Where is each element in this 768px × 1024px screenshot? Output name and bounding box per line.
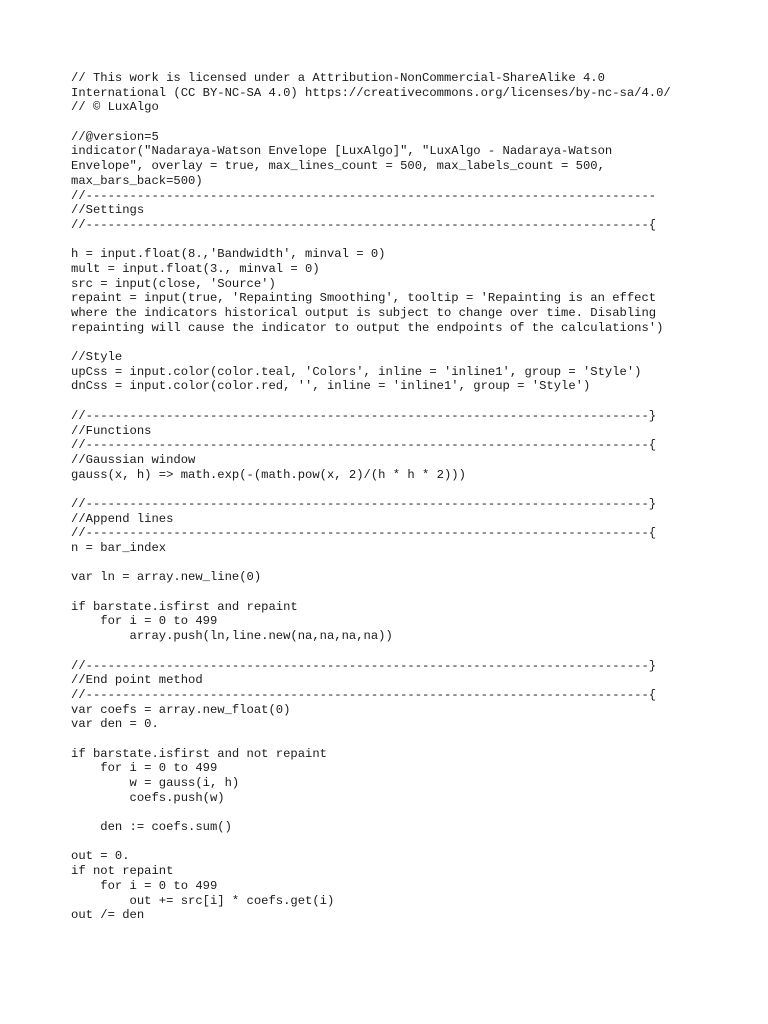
code-line: gauss(x, h) => math.exp(-(math.pow(x, 2)/(h * h * 2))) (71, 467, 466, 482)
code-line: //-----------------------------------------------------------------------------{ (71, 217, 657, 232)
code-line: coefs.push(w) (71, 790, 225, 805)
code-line: indicator("Nadaraya-Watson Envelope [LuxAlgo]", "LuxAlgo - Nadaraya-Watson (71, 144, 613, 159)
code-line: //-----------------------------------------------------------------------------} (71, 408, 657, 423)
code-line: repainting will cause the indicator to output the endpoints of the calculations') (71, 320, 664, 335)
code-line: for i = 0 to 499 (71, 878, 218, 893)
code-line: array.push(ln,line.new(na,na,na,na)) (71, 629, 393, 644)
code-line: //-----------------------------------------------------------------------------{ (71, 526, 657, 541)
code-line (71, 644, 711, 659)
code-line: out += src[i] * coefs.get(i) (71, 893, 335, 908)
code-line: out = 0. (71, 849, 130, 864)
code-line (71, 732, 711, 747)
code-line: //------------------------------------------------------------------------------ (71, 188, 657, 203)
code-line: //-----------------------------------------------------------------------------{ (71, 687, 657, 702)
code-line: // This work is licensed under a Attribution-NonCommercial-ShareAlike 4.0 (71, 71, 605, 85)
code-line: //Append lines (71, 511, 174, 526)
code-line: n = bar_index (71, 541, 167, 555)
code-line: dnCss = input.color(color.red, '', inline = 'inline1', group = 'Style') (71, 379, 591, 394)
code-line: den := coefs.sum() (71, 820, 232, 835)
code-document (71, 71, 711, 923)
code-line (71, 335, 711, 350)
code-line: w = gauss(i, h) (71, 776, 240, 790)
code-line: //End point method (71, 673, 203, 688)
code-line: //Style (71, 350, 123, 365)
code-line: max_bars_back=500) (71, 173, 203, 188)
code-line: //Functions (71, 423, 152, 438)
code-line (71, 115, 711, 130)
code-line: src = input(close, 'Source') (71, 276, 276, 291)
code-line: where the indicators historical output is subject to change over time. Disabling (71, 306, 657, 320)
code-line: h = input.float(8.,'Bandwidth', minval = 0) (71, 247, 386, 262)
code-line: if not repaint (71, 864, 174, 879)
code-line (71, 394, 711, 409)
code-line (71, 556, 711, 571)
code-line: International (CC BY-NC-SA 4.0) https://creativecommons.org/licenses/by-nc-sa/4.0/ (71, 85, 671, 100)
code-line: //-----------------------------------------------------------------------------{ (71, 438, 657, 453)
code-line: //@version=5 (71, 129, 159, 144)
code-line: var ln = array.new_line(0) (71, 570, 262, 585)
code-line: // © LuxAlgo (71, 100, 159, 115)
code-line (71, 233, 711, 248)
code-line: Envelope", overlay = true, max_lines_count = 500, max_labels_count = 500, (71, 159, 605, 174)
code-line: mult = input.float(3., minval = 0) (71, 261, 320, 276)
code-line: //Gaussian window (71, 452, 196, 467)
code-line (71, 805, 711, 820)
code-line: if barstate.isfirst and not repaint (71, 746, 327, 761)
code-line: //-----------------------------------------------------------------------------} (71, 496, 657, 511)
code-line: for i = 0 to 499 (71, 614, 218, 629)
code-line: out /= den (71, 908, 145, 923)
code-line: //Settings (71, 203, 145, 218)
code-line (71, 585, 711, 600)
code-line: //-----------------------------------------------------------------------------} (71, 658, 657, 673)
code-line: upCss = input.color(color.teal, 'Colors', inline = 'inline1', group = 'Style') (71, 364, 642, 379)
code-line (71, 835, 711, 850)
code-line: repaint = input(true, 'Repainting Smoothing', tooltip = 'Repainting is an effect (71, 291, 657, 306)
code-line: var coefs = array.new_float(0) (71, 702, 291, 717)
code-line: if barstate.isfirst and repaint (71, 599, 298, 614)
code-line: var den = 0. (71, 717, 159, 732)
code-line (71, 482, 711, 497)
code-line: for i = 0 to 499 (71, 761, 218, 776)
